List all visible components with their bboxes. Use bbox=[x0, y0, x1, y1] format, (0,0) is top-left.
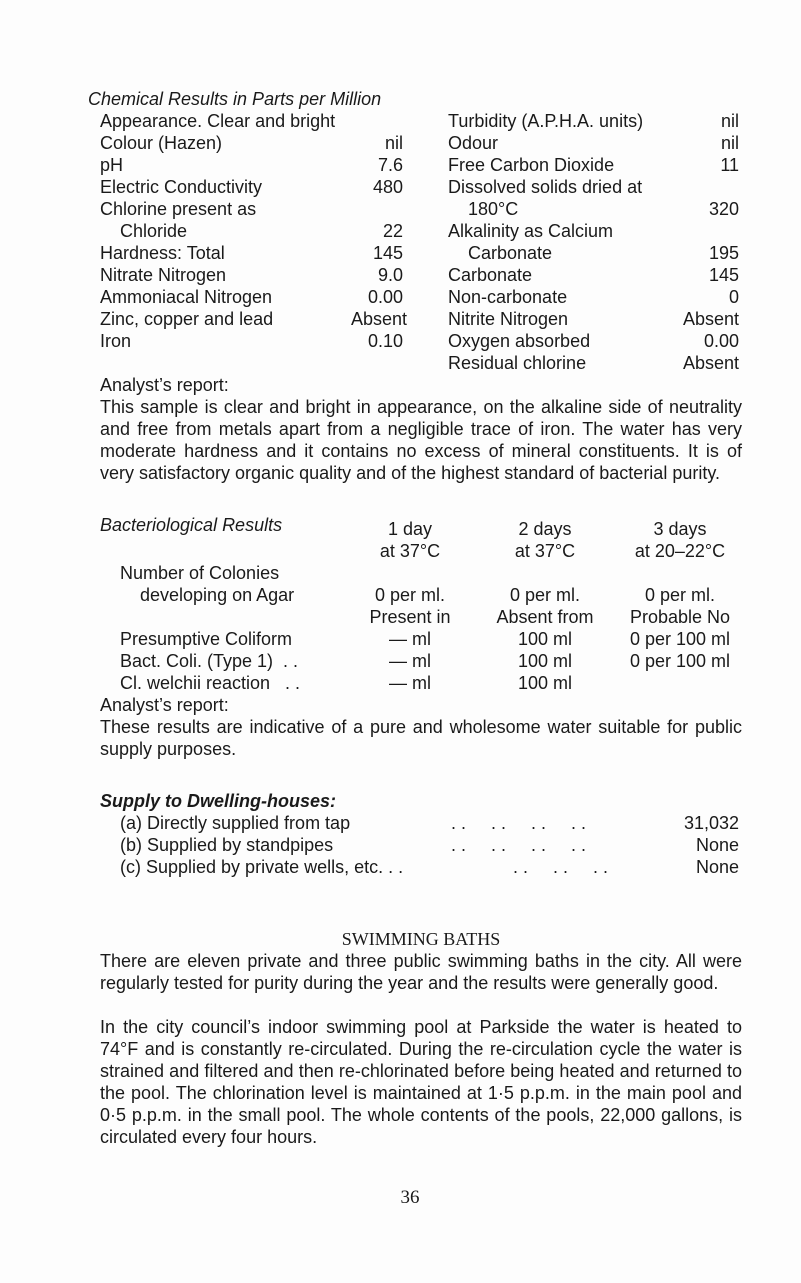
swimming-para-2: In the city council’s indoor swimming pool at Parkside the water is heated to 74°F and is constantly re-circulated. During the re-circulation cycle the water is strained and filtered and then re-chlorinated before being heated and returned to the pool. The chlorination level is maintained at 1·5 p.p.m. in the main pool and 0·5 p.p.m. in the small pool. The whole contents of the pools, 22,000 gallons, is circulated every four hours. bbox=[100, 1017, 742, 1147]
row-label: Nitrate Nitrogen bbox=[100, 265, 227, 285]
chem-right-value: nil bbox=[720, 133, 739, 153]
bact-report-text: These results are indicative of a pure and wholesome water suitable for public supply purposes. bbox=[100, 717, 742, 759]
row-value: nil bbox=[384, 133, 403, 153]
chem-left-row bbox=[100, 198, 256, 220]
col-header-2-sub: at 37°C bbox=[514, 541, 576, 561]
colonies-value: 0 per ml. bbox=[374, 585, 446, 605]
chem-right-value: 11 bbox=[720, 155, 739, 175]
col-header-1-sub: at 37°C bbox=[379, 541, 441, 561]
chemical-report-text: This sample is clear and bright in appearance, on the alkaline side of neutrality and free from metals apart from a negligible trace of iron. The water has very moderate hardness and it contains no excess of mineral constituents. It is of very satisfactory organic quality and of the highest standard of bacterial purity. bbox=[100, 397, 742, 483]
col-header-3-sub: at 20–22°C bbox=[634, 541, 726, 561]
chem-left-row bbox=[100, 242, 225, 264]
chem-right-label: Alkalinity as Calcium bbox=[448, 221, 614, 241]
supply-item-label: (b) Supplied by standpipes bbox=[120, 835, 334, 855]
colonies-label-2: developing on Agar bbox=[140, 585, 295, 605]
chem-right-label: Carbonate bbox=[468, 243, 553, 263]
row-value: 480 bbox=[372, 177, 403, 197]
row-value: 0.00 bbox=[367, 287, 403, 307]
supply-title: Supply to Dwelling-houses: bbox=[100, 791, 337, 811]
bact-cell: — ml bbox=[389, 651, 431, 671]
chem-right-label: Odour bbox=[448, 133, 499, 153]
row-value: 0.10 bbox=[367, 331, 403, 351]
chem-left-row bbox=[100, 286, 272, 308]
chem-right-value: Absent bbox=[682, 353, 739, 373]
row-value: 7.6 bbox=[377, 155, 403, 175]
chem-right-label: Non-carbonate bbox=[448, 287, 568, 307]
row-value: 145 bbox=[372, 243, 403, 263]
col-header-3: 3 days bbox=[653, 519, 707, 539]
supply-item-value: None bbox=[695, 835, 739, 855]
row-label: Chloride bbox=[120, 221, 188, 241]
chemical-title: Chemical Results in Parts per Million bbox=[88, 89, 382, 109]
subheader: Present in bbox=[369, 607, 451, 627]
chem-right-label: Free Carbon Dioxide bbox=[448, 155, 615, 175]
chem-right-value: nil bbox=[720, 111, 739, 131]
subheader: Absent from bbox=[496, 607, 594, 627]
row-label: Ammoniacal Nitrogen bbox=[100, 287, 273, 307]
chem-right-label: Turbidity (A.P.H.A. units) bbox=[448, 111, 644, 131]
chem-right-value: 320 bbox=[708, 199, 739, 219]
chem-right-value: 0.00 bbox=[703, 331, 739, 351]
colonies-label: Number of Colonies bbox=[120, 563, 280, 583]
col-header-1: 1 day bbox=[387, 519, 433, 539]
bacteriological-title: Bacteriological Results bbox=[100, 515, 283, 535]
col-header-2: 2 days bbox=[518, 519, 572, 539]
chem-right-label: Dissolved solids dried at bbox=[448, 177, 643, 197]
bact-cell: 100 ml bbox=[517, 673, 573, 693]
bact-cell: — ml bbox=[389, 629, 431, 649]
bact-cell: 100 ml bbox=[517, 629, 573, 649]
chem-right-label: Nitrite Nitrogen bbox=[448, 309, 569, 329]
colonies-value: 0 per ml. bbox=[644, 585, 716, 605]
chem-left-row bbox=[100, 308, 273, 330]
chem-right-value: 0 bbox=[728, 287, 739, 307]
chem-right-label: Oxygen absorbed bbox=[448, 331, 591, 351]
bact-cell: — ml bbox=[389, 673, 431, 693]
subheader: Probable No bbox=[629, 607, 731, 627]
chem-left-row bbox=[100, 176, 262, 198]
page-number: 36 bbox=[400, 1187, 420, 1208]
row-label: Iron bbox=[100, 331, 132, 351]
chem-left-row bbox=[100, 264, 226, 286]
chem-left-row bbox=[120, 220, 187, 242]
swimming-title: SWIMMING BATHS bbox=[341, 929, 501, 949]
row-value: 9.0 bbox=[377, 265, 403, 285]
chem-right-value: 195 bbox=[708, 243, 739, 263]
row-label: Hardness: Total bbox=[100, 243, 225, 263]
supply-item-dots: . . . . . . . . bbox=[451, 813, 587, 833]
supply-item-value: 31,032 bbox=[683, 813, 739, 833]
colonies-value: 0 per ml. bbox=[509, 585, 581, 605]
chem-right-label: 180°C bbox=[468, 199, 519, 219]
supply-item-dots: . . . . . . . . bbox=[451, 835, 587, 855]
bact-report-label: Analyst’s report: bbox=[100, 695, 229, 715]
row-label: Colour (Hazen) bbox=[100, 133, 223, 153]
bact-cell: 0 per 100 ml bbox=[629, 651, 731, 671]
chem-right-value: 145 bbox=[708, 265, 739, 285]
row-label: Electric Conductivity bbox=[100, 177, 263, 197]
swimming-para-1: There are eleven private and three public swimming baths in the city. All were regularly tested for purity during the year and the results were generally good. bbox=[100, 951, 742, 993]
row-label: Chlorine present as bbox=[100, 199, 257, 219]
bact-cell: 0 per 100 ml bbox=[629, 629, 731, 649]
chem-left-row bbox=[100, 132, 222, 154]
bact-row-label: Cl. welchii reaction . . bbox=[120, 673, 301, 693]
appearance-line: Appearance. Clear and bright bbox=[100, 111, 336, 131]
row-value: 22 bbox=[382, 221, 403, 241]
supply-item-dots: . . . . . . bbox=[513, 857, 609, 877]
bact-cell: 100 ml bbox=[517, 651, 573, 671]
bact-row-label: Bact. Coli. (Type 1) . . bbox=[120, 651, 299, 671]
chemical-report-label: Analyst’s report: bbox=[100, 375, 229, 395]
row-label: Zinc, copper and lead bbox=[100, 309, 274, 329]
chem-left-row bbox=[100, 330, 131, 352]
supply-item-label: (c) Supplied by private wells, etc. . . bbox=[120, 857, 404, 877]
supply-item-value: None bbox=[695, 857, 739, 877]
chem-right-label: Carbonate bbox=[448, 265, 533, 285]
row-label: pH bbox=[100, 155, 124, 175]
chem-left-row bbox=[100, 154, 123, 176]
chem-right-label: Residual chlorine bbox=[448, 353, 587, 373]
bact-row-label: Presumptive Coliform bbox=[120, 629, 293, 649]
chem-right-value: Absent bbox=[682, 309, 739, 329]
supply-item-label: (a) Directly supplied from tap bbox=[120, 813, 351, 833]
row-value: Absent bbox=[350, 309, 407, 329]
